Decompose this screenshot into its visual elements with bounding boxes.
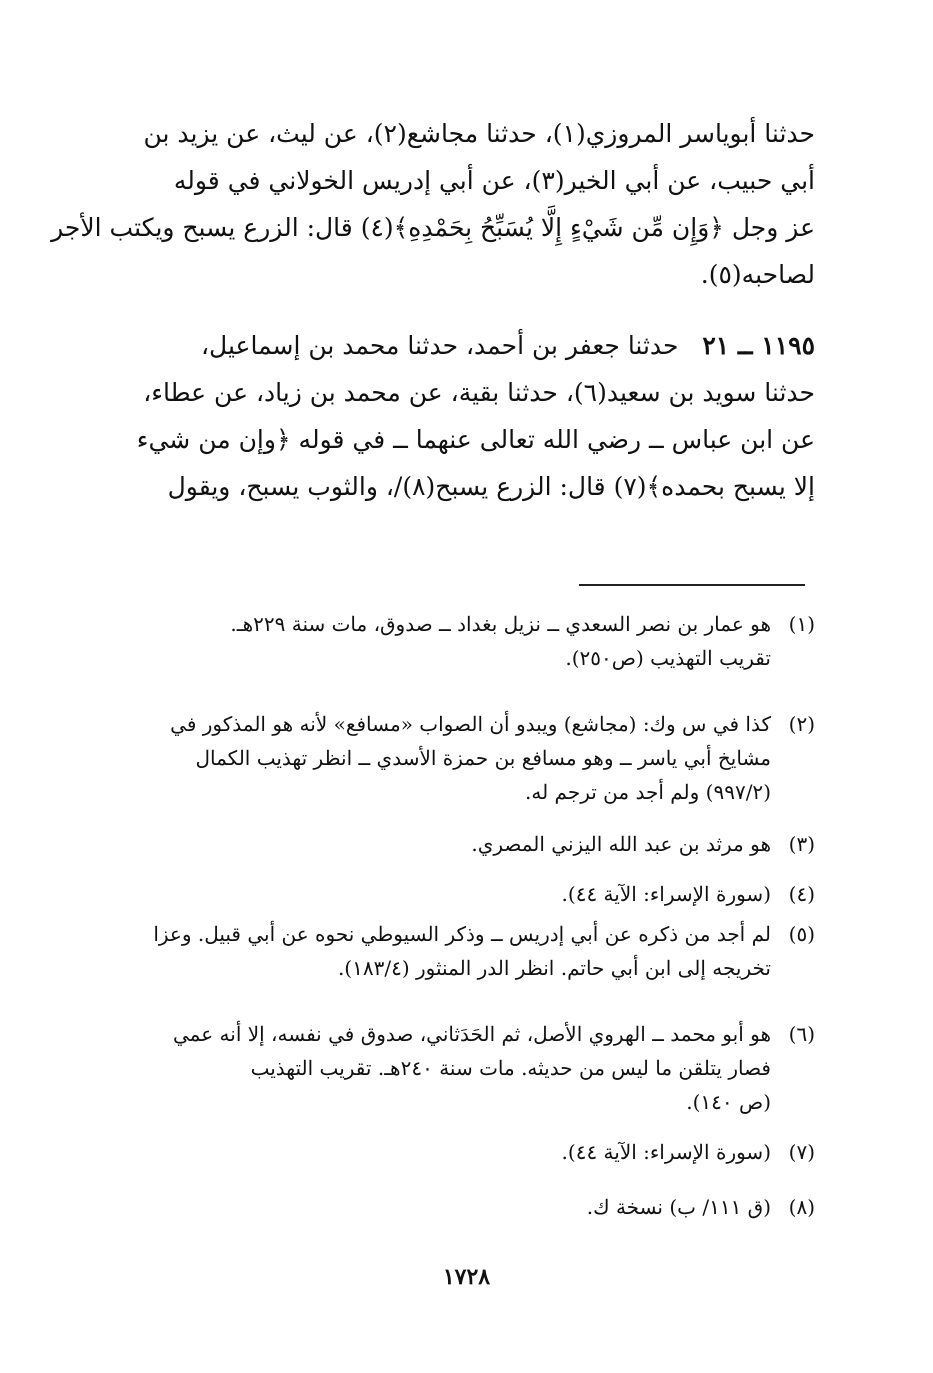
text-line: حدثنا أبوياسر المروزي(١)، حدثنا مجاشع(٢)، عن ليث، عن يزيد بن — [143, 119, 815, 148]
footnote-line — [115, 917, 815, 951]
footnote-line — [115, 707, 815, 741]
footnote-8 — [115, 1190, 815, 1224]
hadith-number: ١١٩٥ ــ ٢١ — [702, 331, 815, 360]
footnote-line: (ص ١٤٠). — [686, 1090, 771, 1114]
text-line: إلا يسبح بحمده﴾(٧) قال: الزرع يسبح(٨)/، والثوب يسبح، ويقول — [167, 472, 815, 501]
footnote-text: لم أجد من ذكره عن أبي إدريس ــ وذكر السيوطي نحوه عن أبي قبيل. وعزا — [153, 922, 771, 946]
footnote-line: تخريجه إلى ابن أبي حاتم. انظر الدر المنثور (١٨٣/٤). — [337, 956, 771, 980]
hadith-paragraph-1 — [51, 110, 815, 298]
footnote-text: (ق ١١١/ ب) نسخة ك. — [586, 1195, 771, 1219]
footnote-text: (سورة الإسراء: الآية ٤٤). — [561, 882, 771, 906]
text-line — [115, 322, 815, 369]
footnote-3 — [115, 827, 815, 861]
text-line: لصاحبه(٥). — [700, 260, 815, 289]
footnote-line — [115, 1135, 815, 1169]
footnote-text: هو عمار بن نصر السعدي ــ نزيل بغداد ــ صدوق، مات سنة ٢٢٩هـ. — [230, 612, 771, 636]
footnote-4 — [115, 877, 815, 911]
footnote-6 — [115, 1017, 815, 1119]
footnote-line: فصار يتلقن ما ليس من حديثه. مات سنة ٢٤٠هـ. تقريب التهذيب — [250, 1056, 771, 1080]
footnote-line: (٩٩٧/٢) ولم أجد من ترجم له. — [525, 780, 771, 804]
footnote-mark: (٣) — [788, 832, 815, 856]
footnote-line — [115, 877, 815, 911]
footnote-mark: (٧) — [788, 1140, 815, 1164]
footnote-line — [115, 827, 815, 861]
text-line: عز وجل ﴿وَإِن مِّن شَيْءٍ إِلَّا يُسَبِّحُ بِحَمْدِهِ﴾(٤) قال: الزرع يسبح ويكتب الأجر — [51, 213, 815, 242]
footnote-mark: (٥) — [788, 922, 815, 946]
text-line-content: حدثنا جعفر بن أحمد، حدثنا محمد بن إسماعيل، — [200, 331, 679, 360]
footnote-mark: (٦) — [788, 1022, 815, 1046]
footnote-line — [115, 1017, 815, 1051]
footnote-line — [115, 1190, 815, 1224]
footnote-text: كذا في س وك: (مجاشع) ويبدو أن الصواب «مسافع» لأنه هو المذكور في — [170, 712, 771, 736]
footnote-line: مشايخ أبي ياسر ــ وهو مسافع بن حمزة الأسدي ــ انظر تهذيب الكمال — [195, 746, 771, 770]
footnote-line: تقريب التهذيب (ص٢٥٠). — [565, 646, 771, 670]
text-line: عن ابن عباس ــ رضي الله تعالى عنهما ــ في قوله ﴿وإن من شيء — [136, 425, 815, 454]
footnote-5 — [115, 917, 815, 985]
footnote-1 — [115, 607, 815, 675]
footnote-2 — [115, 707, 815, 809]
footnote-mark: (٤) — [788, 882, 815, 906]
footnote-mark: (٨) — [788, 1195, 815, 1219]
page-number: ١٧٢٨ — [442, 1264, 491, 1290]
hadith-paragraph-2 — [115, 322, 815, 510]
footnote-separator — [579, 584, 805, 586]
footnote-mark: (١) — [788, 612, 815, 636]
footnote-line — [115, 607, 815, 641]
footnote-7 — [115, 1135, 815, 1169]
footnote-text: هو مرثد بن عبد الله اليزني المصري. — [471, 832, 771, 856]
text-line: حدثنا سويد بن سعيد(٦)، حدثنا بقية، عن محمد بن زياد، عن عطاء، — [143, 378, 815, 407]
footnote-text: (سورة الإسراء: الآية ٤٤). — [561, 1140, 771, 1164]
text-line: أبي حبيب، عن أبي الخير(٣)، عن أبي إدريس الخولاني في قوله — [173, 166, 815, 195]
footnote-mark: (٢) — [788, 712, 815, 736]
footnote-text: هو أبو محمد ــ الهروي الأصل، ثم الحَدَثاني، صدوق في نفسه، إلا أنه عمي — [173, 1022, 771, 1046]
